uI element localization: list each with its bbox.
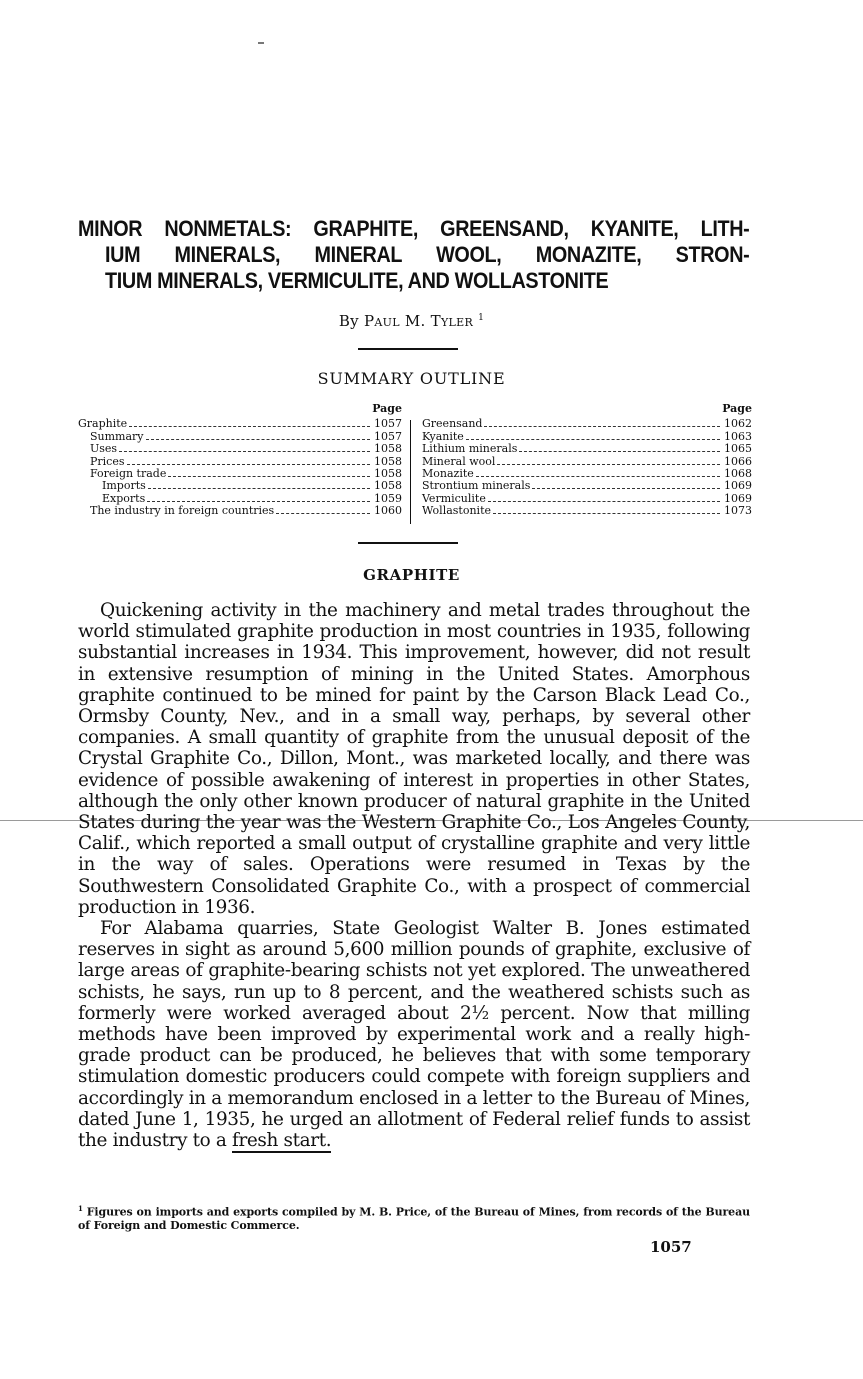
divider-rule <box>358 348 458 350</box>
toc-entry <box>78 480 402 492</box>
toc-entry <box>422 443 752 455</box>
toc-entry-page: 1068 <box>724 467 752 481</box>
toc-entry <box>422 505 752 517</box>
toc-entry-page: 1058 <box>374 442 402 456</box>
toc-entry <box>78 505 402 517</box>
toc-entry-name: Strontium minerals <box>422 479 531 493</box>
toc-entry-page: 1073 <box>724 504 752 518</box>
paragraph-text: For Alabama quarries, State Geologist Walter B. Jones estimated reserves in sight as around 5,600 million pounds of graphite, exclusive of large areas of graphite-bearing schists not yet explored. The unweathered schists, he says, run up to 8 percent, and the weathered schists such as formerly were worked averaged about 2½ percent. Now that milling methods have been improved by experimental work and a really high-grade product can be produced, he believes that with some temporary stimulation domestic producers could compete with foreign suppliers and accordingly in a memorandum enclosed in a letter to the Bureau of Mines, dated June 1, 1935, he urged an allotment of Federal relief funds to assist the industry to a <box>78 918 750 1152</box>
byline-prefix: By <box>338 312 359 330</box>
toc-leader-dots <box>466 438 720 440</box>
byline-footnote-mark: 1 <box>478 313 485 323</box>
toc-entry-page: 1058 <box>374 479 402 493</box>
toc-entry-name: Lithium minerals <box>422 442 518 456</box>
toc-entry-name: Wollastonite <box>422 504 491 518</box>
footnote-text: Figures on imports and exports compiled by M. B. Price, of the Bureau of Mines, from records of the Bureau of Foreign and Domestic Commerce. <box>78 1205 751 1232</box>
title-line-3: TIUM MINERALS, VERMICULITE, AND WOLLASTONITE <box>105 268 609 293</box>
toc-leader-dots <box>168 475 370 477</box>
toc-leader-dots <box>129 425 370 427</box>
toc-entry-name: Prices <box>90 454 125 468</box>
byline <box>0 312 823 330</box>
toc-entry-name: Uses <box>90 442 118 456</box>
toc-entry-name: The industry in foreign countries <box>90 504 275 518</box>
toc-entry-page: 1069 <box>724 479 752 493</box>
toc-leader-dots <box>493 512 720 514</box>
toc-left-column <box>78 403 402 518</box>
toc-leader-dots <box>484 425 720 427</box>
footnote <box>78 1202 750 1232</box>
outline-heading: SUMMARY OUTLINE <box>317 369 506 388</box>
toc-leader-dots <box>147 500 370 502</box>
toc-entry <box>78 431 402 443</box>
toc-column-divider <box>410 420 411 524</box>
toc-entry-page: 1057 <box>374 417 402 431</box>
toc-entry-page: 1058 <box>374 467 402 481</box>
section-heading: GRAPHITE <box>363 566 460 584</box>
toc-entry <box>422 480 752 492</box>
page-number: 1057 <box>650 1238 692 1256</box>
article-title <box>78 216 749 294</box>
toc-entry <box>422 418 752 430</box>
toc-leader-dots <box>532 487 720 489</box>
toc-entry-name: Greensand <box>422 417 483 431</box>
toc-entry-page: 1059 <box>374 491 402 505</box>
toc-page-heading: Page <box>372 402 402 415</box>
author-name: Paul M. Tyler <box>364 312 474 330</box>
toc-entry-name: Imports <box>102 479 146 493</box>
body-text <box>78 600 750 1151</box>
title-line-2: IUM MINERALS, MINERAL WOOL, MONAZITE, STRON- <box>105 242 750 267</box>
toc-leader-dots <box>519 450 720 452</box>
toc-leader-dots <box>488 500 720 502</box>
toc-leader-dots <box>276 512 370 514</box>
toc-entry-name: Foreign trade <box>90 467 167 481</box>
toc-entry-page: 1062 <box>724 417 752 431</box>
scan-speck <box>258 42 264 44</box>
toc-page-heading: Page <box>722 402 752 415</box>
toc-entry-name: Monazite <box>422 467 474 481</box>
toc-entry <box>78 418 402 430</box>
toc-entry-page: 1058 <box>374 454 402 468</box>
toc-entry-name: Vermiculite <box>422 491 486 505</box>
toc-entry-page: 1057 <box>374 429 402 443</box>
toc-right-column <box>422 403 752 518</box>
title-line-1: MINOR NONMETALS: GRAPHITE, GREENSAND, KYANITE, LITH- <box>78 216 750 241</box>
toc-entry-name: Summary <box>90 429 144 443</box>
toc-entry-page: 1065 <box>724 442 752 456</box>
toc-entry-name: Kyanite <box>422 429 464 443</box>
toc-leader-dots <box>497 463 720 465</box>
paragraph <box>78 918 750 1151</box>
toc-entry <box>78 443 402 455</box>
toc-entry-name: Graphite <box>78 417 128 431</box>
toc-entry-page: 1060 <box>374 504 402 518</box>
paragraph-end: fresh start. <box>232 1130 332 1152</box>
toc-entry-page: 1069 <box>724 491 752 505</box>
footnote-mark: 1 <box>78 1204 83 1213</box>
paragraph: Quickening activity in the machinery and metal trades throughout the world stimulated graphite production in most countries in 1935, following substantial increases in 1934. This improvement, however, did not result in extensive resumption of mining in the United States. Amorphous graphite continued to be mined for paint by the Carson Black Lead Co., Ormsby County, Nev., and in a small way, perhaps, by several other companies. A small quantity of graphite from the unusual deposit of the Crystal Graphite Co., Dillon, Mont., was marketed locally, and there was evidence of possible awakening of interest in properties in other States, although the only other known producer of natural graphite in the United States during the year was the Western Graphite Co., Los Angeles County, Calif., which reported a small output of crystalline graphite and very little in the way of sales. Operations were resumed in Texas by the Southwestern Consolidated Graphite Co., with a prospect of commercial production in 1936. <box>78 600 750 918</box>
toc-entry-name: Mineral wool <box>422 454 496 468</box>
toc-leader-dots <box>127 463 371 465</box>
toc-leader-dots <box>148 487 370 489</box>
toc-entry-page: 1063 <box>724 429 752 443</box>
toc-entry-name: Exports <box>102 491 146 505</box>
toc-leader-dots <box>146 438 370 440</box>
divider-rule <box>358 542 458 544</box>
toc-leader-dots <box>119 450 370 452</box>
toc-leader-dots <box>476 475 720 477</box>
toc-entry-page: 1066 <box>724 454 752 468</box>
